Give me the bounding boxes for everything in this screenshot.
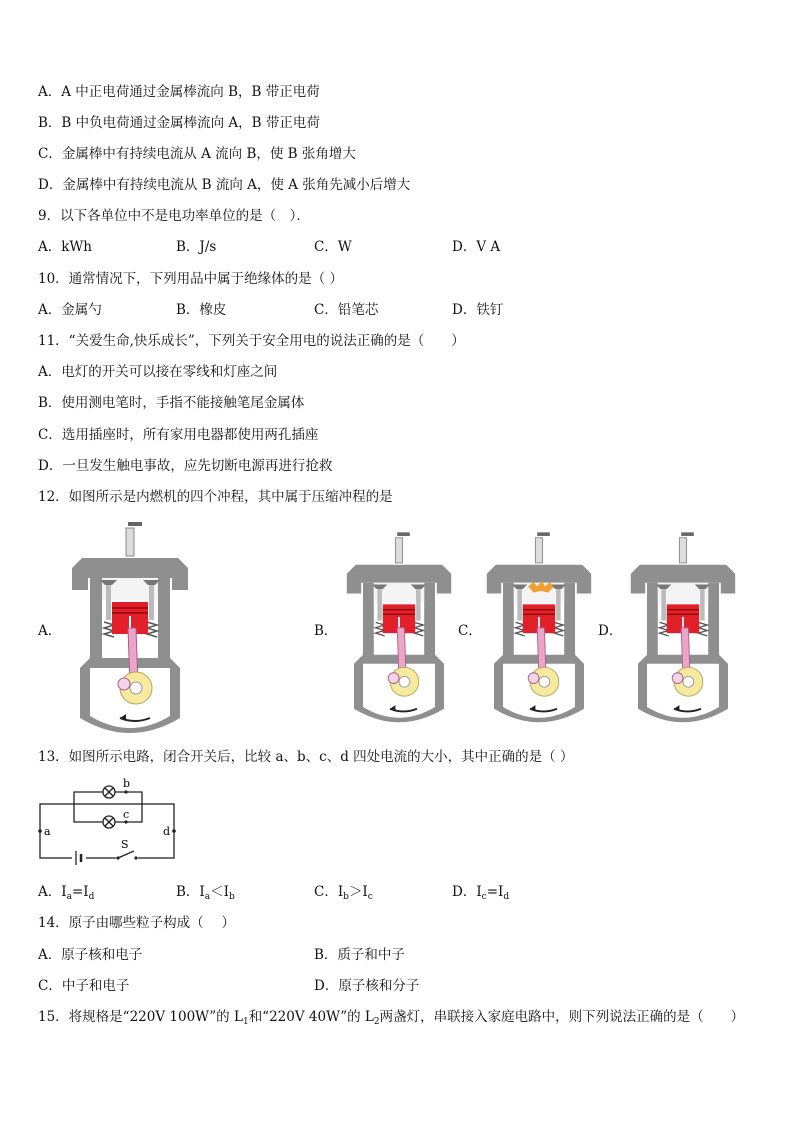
q14-option-a: A．原子核和电子 xyxy=(38,947,143,963)
q9-stem: 9．以下各单位中不是电功率单位的是（ ）． xyxy=(38,208,310,224)
circuit-label-switch: S xyxy=(121,838,129,851)
q12-label-b: B． xyxy=(314,623,338,639)
q13-stem: 13．如图所示电路，闭合开关后，比较 a、b、c、d 四处电流的大小，其中正确的是（ ） xyxy=(38,749,574,765)
q13-option-d: D．$I_c=I_d$ xyxy=(452,884,510,902)
q8-option-a: A．A 中正电荷通过金属棒流向 B，B 带正电荷 xyxy=(38,84,320,100)
circuit-diagram xyxy=(30,778,190,868)
q12-label-a: A． xyxy=(38,623,62,639)
q11-option-d: D．一旦发生触电事故，应先切断电源再进行抢救 xyxy=(38,458,333,474)
q11-stem: 11．“关爱生命,快乐成长”，下列关于安全用电的说法正确的是（ ） xyxy=(38,333,465,349)
circuit-label-c: c xyxy=(123,808,130,821)
q8-option-d: D．金属棒中有持续电流从 B 流向 A，使 A 张角先减小后增大 xyxy=(38,177,411,193)
q9-option-a: A．kWh xyxy=(38,239,92,255)
q12-label-d: D． xyxy=(598,623,623,639)
q13-option-a: A．$I_a=I_d$ xyxy=(38,884,95,902)
q14-option-d: D．原子核和分子 xyxy=(314,978,420,994)
q9-option-b: B．J/s xyxy=(176,239,217,255)
q13-option-c: C．$I_b>I_c$ xyxy=(314,884,373,902)
q10-option-b: B．橡皮 xyxy=(176,302,227,318)
q14-stem: 14．原子由哪些粒子构成（ ） xyxy=(38,915,235,931)
q10-option-d: D．铁钉 xyxy=(452,302,504,318)
q11-option-c: C．选用插座时，所有家用电器都使用两孔插座 xyxy=(38,427,319,443)
engine-figure-d xyxy=(620,518,746,733)
q14-option-b: B．质子和中子 xyxy=(314,947,405,963)
q9-option-d: D．V A xyxy=(452,239,501,255)
q14-option-c: C．中子和电子 xyxy=(38,978,130,994)
q13-option-b: B．$I_a<I_b$ xyxy=(176,884,235,902)
q12-label-c: C． xyxy=(458,623,482,639)
q9-option-c: C．W xyxy=(314,239,352,255)
q10-stem: 10．通常情况下，下列用品中属于绝缘体的是（ ） xyxy=(38,271,343,287)
engine-figure-a xyxy=(60,518,200,733)
circuit-label-a: a xyxy=(44,825,51,838)
engine-figure-c xyxy=(476,518,602,733)
circuit-label-b: b xyxy=(123,778,131,790)
q11-option-b: B．使用测电笔时，手指不能接触笔尾金属体 xyxy=(38,395,305,411)
q11-option-a: A．电灯的开关可以接在零线和灯座之间 xyxy=(38,364,278,380)
q8-option-b: B．B 中负电荷通过金属棒流向 A，B 带正电荷 xyxy=(38,115,320,131)
q10-option-a: A．金属勺 xyxy=(38,302,102,318)
q10-option-c: C．铅笔芯 xyxy=(314,302,379,318)
q15-stem: 15．将规格是“220V 100W”的 $L_1$和“220V 40W”的 $L_2$两盏灯，串联接入家庭电路中，则下列说法正确的是（ ） xyxy=(38,1009,745,1027)
engine-figure-b xyxy=(336,518,462,733)
q12-stem: 12．如图所示是内燃机的四个冲程，其中属于压缩冲程的是 xyxy=(38,489,393,505)
q8-option-c: C．金属棒中有持续电流从 A 流向 B，使 B 张角增大 xyxy=(38,146,356,162)
circuit-label-d: d xyxy=(163,825,171,838)
